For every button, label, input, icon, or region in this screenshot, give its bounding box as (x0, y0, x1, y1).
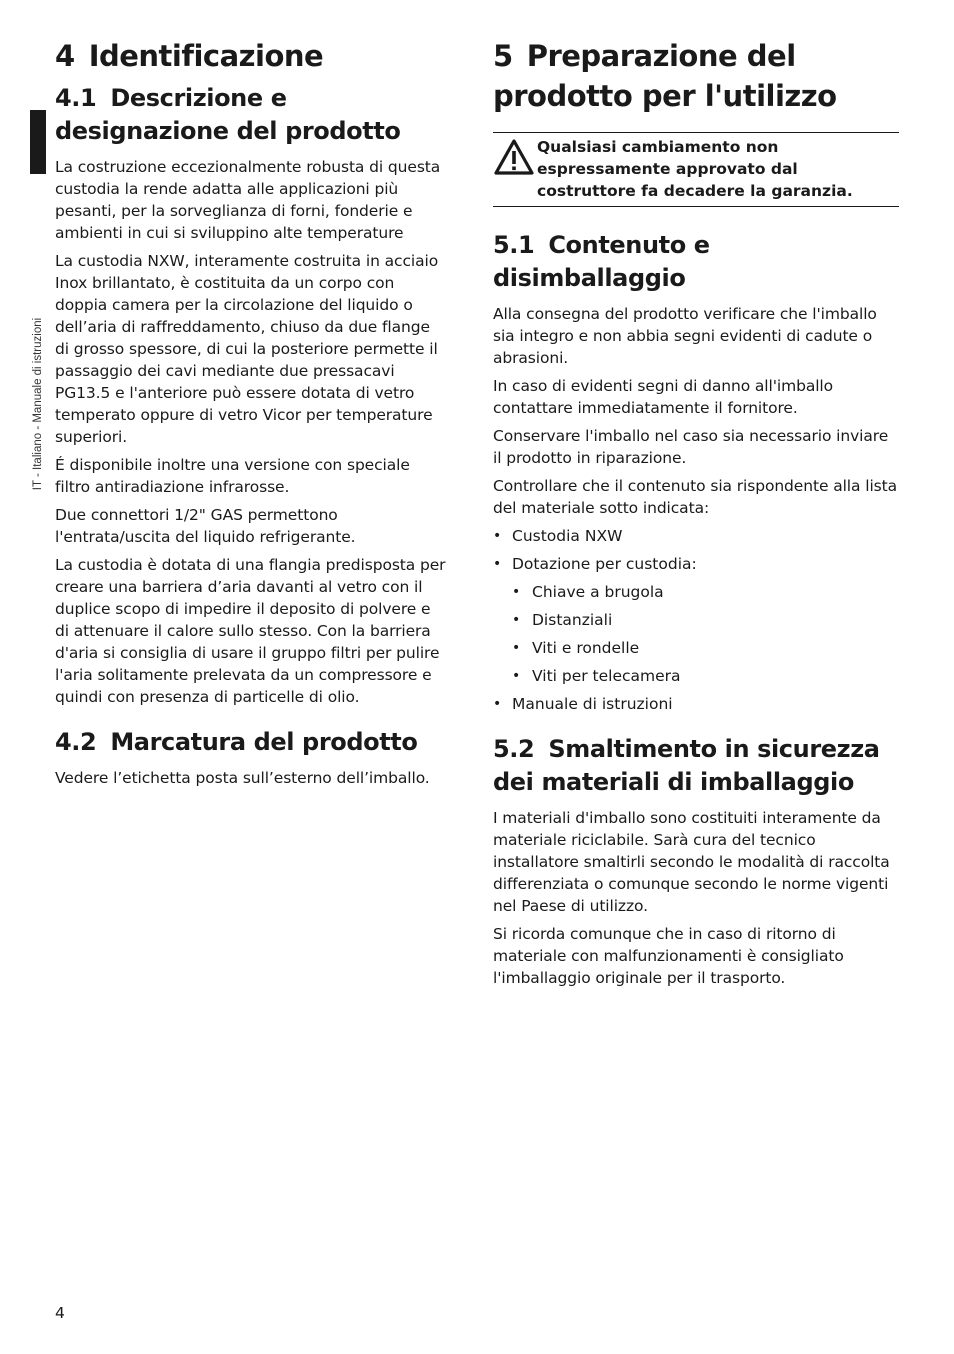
paragraph: La costruzione eccezionalmente robusta di questa custodia la rende adatta alle applicazioni più pesanti, per la sorveglianza di forni, fonderie e ambienti in cui si sviluppino alte temperature (55, 158, 441, 242)
paragraph: Controllare che il contenuto sia rispondente alla lista del materiale sotto indicata: (493, 477, 898, 517)
warning-box (493, 132, 899, 207)
side-tab-marker (30, 110, 46, 174)
paragraph: La custodia NXW, interamente costruita in acciaio Inox brillantato, è costituita da un corpo con doppia camera per la circolazione del liquido o dell’aria di raffreddamento, chiuso da due flange di grosso spessore, di cui la posteriore permette il passaggio dei cavi mediante due pressacavi PG13.5 e l'anteriore può essere dotata di vetro temperato oppure di vetro Vicor per temperature superiori. (55, 252, 439, 446)
section-4-2-heading (55, 726, 447, 759)
left-column (55, 36, 447, 795)
paragraph: Vedere l’etichetta posta sull’esterno dell’imballo. (55, 769, 430, 787)
paragraph: Due connettori 1/2" GAS permettono l'entrata/uscita del liquido refrigerante. (55, 506, 356, 546)
list-item-sub: • Viti per telecamera (493, 665, 899, 687)
section-title: Identificazione (88, 39, 324, 73)
list-item-sub: • Chiave a brugola (493, 581, 899, 603)
section-4-heading (55, 36, 447, 76)
paragraph: In caso di evidenti segni di danno all'imballo contattare immediatamente il fornitore. (493, 377, 834, 417)
section-number: 4 (55, 39, 75, 73)
section-5-2-heading (493, 733, 899, 799)
section-4-1-heading (55, 82, 447, 148)
section-number: 5.2 (493, 735, 535, 763)
section-number: 5.1 (493, 231, 535, 259)
paragraph: Conservare l'imballo nel caso sia necessario inviare il prodotto in riparazione. (493, 427, 889, 467)
section-number: 4.1 (55, 84, 97, 112)
paragraph: Alla consegna del prodotto verificare che l'imballo sia integro e non abbia segni evidenti di cadute o abrasioni. (493, 305, 877, 367)
page-number: 4 (55, 1304, 65, 1322)
paragraph: I materiali d'imballo sono costituiti interamente da materiale riciclabile. Sarà cura del tecnico installatore smaltirli secondo le modalità di raccolta differenziata o comunque secondo le norme vigenti nel Paese di utilizzo. (493, 809, 890, 915)
list-item-sub: • Viti e rondelle (493, 637, 899, 659)
contents-list (493, 525, 899, 715)
section-number: 5 (493, 39, 513, 73)
section-title: Smaltimento in sicurezza dei materiali di imballaggio (493, 735, 880, 796)
section-title: Descrizione e designazione del prodotto (55, 84, 401, 145)
section-title: Contenuto e disimballaggio (493, 231, 710, 292)
list-item: • Custodia NXW (493, 525, 899, 547)
section-number: 4.2 (55, 728, 97, 756)
paragraph: La custodia è dotata di una flangia predisposta per creare una barriera d’aria davanti al vetro con il duplice scopo di impedire il deposito di polvere e di attenuare il calore sullo stesso. Con la barriera d'aria si consiglia di usare il gruppo filtri per pulire l'aria solitamente prelevata da un compressore e quindi con presenza di particelle di olio. (55, 556, 446, 706)
section-title: Marcatura del prodotto (110, 728, 418, 756)
side-label-text: IT - Italiano - Manuale di istruzioni (32, 317, 44, 491)
list-item-sub: • Distanziali (493, 609, 899, 631)
section-title: Preparazione del prodotto per l'utilizzo (493, 39, 837, 113)
paragraph: É disponibile inoltre una versione con speciale filtro antiradiazione infrarosse. (55, 456, 410, 496)
list-item: • Dotazione per custodia: (493, 553, 899, 575)
warning-text: Qualsiasi cambiamento non espressamente approvato dal costruttore fa decadere la garanzia. (537, 138, 853, 200)
section-5-1-heading (493, 229, 899, 295)
list-item: • Manuale di istruzioni (493, 693, 899, 715)
paragraph: Si ricorda comunque che in caso di ritorno di materiale con malfunzionamenti è consigliato l'imballaggio originale per il trasporto. (493, 925, 844, 987)
warning-icon (493, 136, 537, 180)
section-5-heading (493, 36, 899, 116)
right-column (493, 36, 899, 995)
